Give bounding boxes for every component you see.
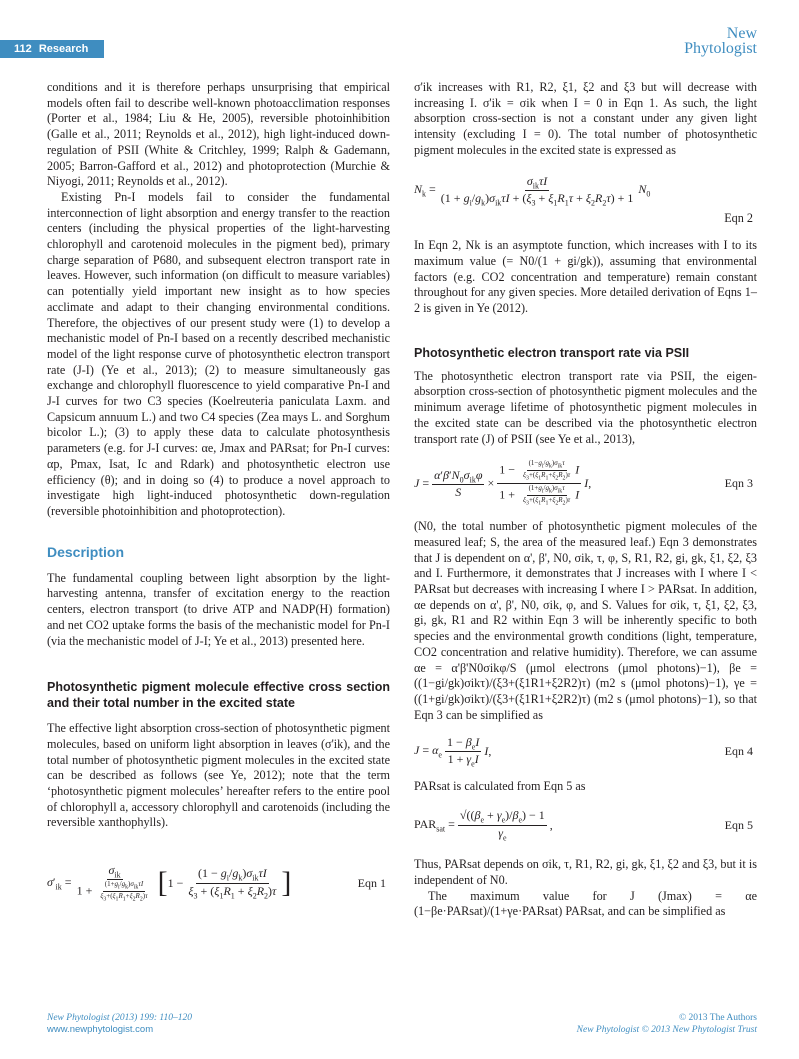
equation-5: $PAR_{sat}$ = $\frac{√((\beta_e + \gamma_e)/\beta_e) - 1}{\gamma_e}$ , Eqn 5 (414, 808, 753, 842)
page-number: 112 (14, 43, 32, 55)
footer-website-link[interactable]: www.newphytologist.com (47, 1024, 154, 1035)
equation-4: $J = \alpha_e$ $\frac{1 - \beta_eI}{1 + \gamma_eI}$ I, Eqn 4 (414, 734, 753, 769)
left-paragraph-3: The fundamental coupling between light absorption by the light-harvesting antenna, transfer of excitation energy to the reaction centers, electron transport (to drive ATP and NADP(H) formation) and net CO2 uptake forms the basis of the mechanistic model for Pn-I (via the mechanistic model of J-I; Ye et al., 2013) presented here. (47, 570, 390, 648)
journal-logo-line1: New (726, 25, 757, 42)
left-paragraph-1: conditions and it is therefore perhaps unsurprising that empirical models often fail to describe well-known photoacclimation responses (Porter et al., 1984; Liu & He, 2005), reversible photoinhibition (Galle et al., 2011; Reynolds et al., 2012), high light-induced down-regulation of PSII (White & Critchley, 1999; Ralph & Gademann, 2005; Barron-Gafford et al., 2012) and photoprotection (Murchie & Niyogi, 2011; Reynolds et al., 2012). (47, 80, 390, 189)
section-label: Research (38, 43, 89, 55)
right-paragraph-7: The maximum value for J (Jmax) = αe (1−βe·PARsat)/(1+γe·PARsat) PARsat, and can be simplified as (414, 888, 757, 919)
right-column (414, 80, 757, 920)
equation-3-label: Eqn 3 (724, 476, 753, 491)
right-paragraph-6: Thus, PARsat depends on σik, τ, R1, R2, gi, gk, ξ1, ξ2 and ξ3, but it is independent of N0. (414, 857, 757, 887)
journal-logo (684, 26, 757, 56)
equation-3: J = $\frac{\alpha'\beta'N_0\sigma_{ik}\varphi}{S}$ × 1 − $\frac{(1-g_i/g_k)\sigma_{ik}\tau}{\xi_3+(\xi_1R_1+\xi_2R_2)\tau}$ I 1 + $\frac{(1+g_i/g_k)\sigma_{ik}\tau}{\xi_3+(\xi_1R_1+\xi_2R_2)\tau}$ I I, Eqn 3 (414, 458, 753, 507)
footer-copyright-trust: New Phytologist © 2013 New Phytologist Trust (576, 1025, 757, 1035)
equation-1-label: Eqn 1 (357, 876, 386, 891)
right-paragraph-4: (N0, the total number of photosynthetic pigment molecules of the measured leaf; S, the area of the measured leaf.) Eqn 3 demonstrates that J is dependent on α', β', N0, σik, τ, φ, S, R1, R2, gi, gk, ξ1, ξ2, ξ3 and I. Furthermore, it demonstrates that J increases with I where I < PARsat but decreases with increasing I where I > PARsat. In addition, αe depends on α', β', N0, σik, φ, and S. Values for σik, τ, ξ1, ξ2, ξ3, gi, gk, R1 and R2 within Eqn 3 will be inherently specific to both species and the environmental growth conditions (light, temperature, CO2 concentration and relative humidity). Therefore, we can assume αe = α'β'N0σikφ/S (μmol electrons (μmol photons)−1), βe = ((1−gi/gk)σikτ)/(ξ3+(ξ1R1+ξ2R2)τ) (m2 s (μmol photons)−1), γe = ((1+gi/gk)σikτ)/(ξ3+(ξ1R1+ξ2R2)τ) (m2 s (μmol photons)−1), so that Eqn 3 can be simplified as (414, 519, 757, 722)
left-column (47, 80, 390, 913)
page-tag (0, 40, 104, 58)
left-paragraph-4: The effective light absorption cross-section of photosynthetic pigment molecules, based on uniform light absorption in leaves (σ'ik), and the total number of photosynthetic pigment molecules in the excited state can be described as follows (see Ye, 2012); note that the term ‘photosynthetic pigment molecules’ hereafter refers to the entire pool of chlorophyll a, accessory chlorophyll and carotenoids (including the reversible xanthophylls). (47, 721, 390, 830)
footer-citation: New Phytologist (2013) 199: 110–120 (47, 1013, 192, 1023)
equation-4-label: Eqn 4 (724, 744, 753, 759)
equation-1: $\sigma'_{ik}$ = $\sigma_{ik}$ 1 + $\frac{(1+g_i/g_k)\sigma_{ik}\tau I}{\xi_3+(\xi_1R_1+\xi_2R_2)\tau}$ [ 1 − $\frac{(1 - g_i/g_k)\sigma_{ik}\tau I}{\xi_3 + (\xi_1R_1 + \xi_2R_2)\tau}$ ] Eqn 1 (47, 862, 386, 903)
footer-copyright-authors: © 2013 The Authors (678, 1013, 757, 1023)
equation-2-label: Eqn 2 (724, 210, 753, 225)
journal-logo-line2: Phytologist (684, 40, 757, 57)
right-paragraph-2: In Eqn 2, Nk is an asymptote function, which increases with I to its maximum value (= N0/(1 + gi/gk)), assuming that environmental factors (e.g. CO2 concentration and temperature) remain constant throughout for any given species. More detailed derivation of Eqns 1–2 is given in Ye (2012). (414, 238, 757, 316)
page-header (0, 0, 799, 70)
right-paragraph-5: PARsat is calculated from Eqn 5 as (414, 779, 586, 794)
subsection-title-electron-transport: Photosynthetic electron transport rate via PSII (414, 345, 690, 360)
equation-5-label: Eqn 5 (724, 818, 753, 833)
subsection-title-cross-section: Photosynthetic pigment molecule effective cross section and their total number in the excited state (47, 680, 390, 711)
section-title-description: Description (47, 543, 125, 560)
right-paragraph-1: σ'ik increases with R1, R2, ξ1, ξ2 and ξ3 but will decrease with increasing I. σ'ik = σik when I = 0 in Eqn 1. As such, the light absorption cross-section is not a constant under any given light intensity (excluding I = 0). The total number of photosynthetic pigment molecules in the excited state is expressed as (414, 80, 757, 157)
left-paragraph-2: Existing Pn-I models fail to consider the fundamental interconnection of light absorption and energy transfer to the reaction centers (including the physical properties of the light-harvesting chlorophyll and carotenoid molecules in the pigment bed), primary charge separation of P680, and subsequent electron transport rate in leaves. However, such information (on difficult to measure variables) can potentially yield important new insight as to how species acclimate and adapt to their changing environmental conditions. Therefore, the objectives of our present study were (1) to develop a mechanistic model of Pn-I based on a recently described mechanistic model of the light response curve of photosynthetic electron transport rate (J-I) (Ye et al., 2013); (2) to measure simultaneously gas exchange and chlorophyll fluorescence to yield comparative Pn-I and J-I curves for two C3 species (Koelreuteria paniculata Laxm. and Capsicum annuum L.) and two C4 species (Zea mays L. and Sorghum bicolor L.); (3) to apply these data to calculate photosynthesis parameters (e.g. for J-I curves: αe, Jmax and PARsat; for Pn-I curves: αp, Pmax, Isat, Ic and Rdark) and photosynthetic electron use efficiency (θ); and in doing so (4) to produce a novel approach to investigate high light-induced photosynthetic down-regulation (reversible photoinhibition and photoprotection). (47, 189, 390, 518)
equation-2: $N_k$ = $\frac{\sigma_{ik}\tau I}{(1 + g_i/g_k)\sigma_{ik}\tau I + (\xi_3 + \xi_1R_1\tau + \xi_2R_2\tau) + 1}$ $N_0$ (414, 173, 651, 208)
right-paragraph-3: The photosynthetic electron transport rate via PSII, the eigen-absorption cross-section of photosynthetic pigment molecules and the minimum average lifetime of photosynthetic pigment molecules in the excited state can be described via the photosynthetic electron transport rate (J) of PSII (see Ye et al., 2013), (414, 368, 757, 446)
